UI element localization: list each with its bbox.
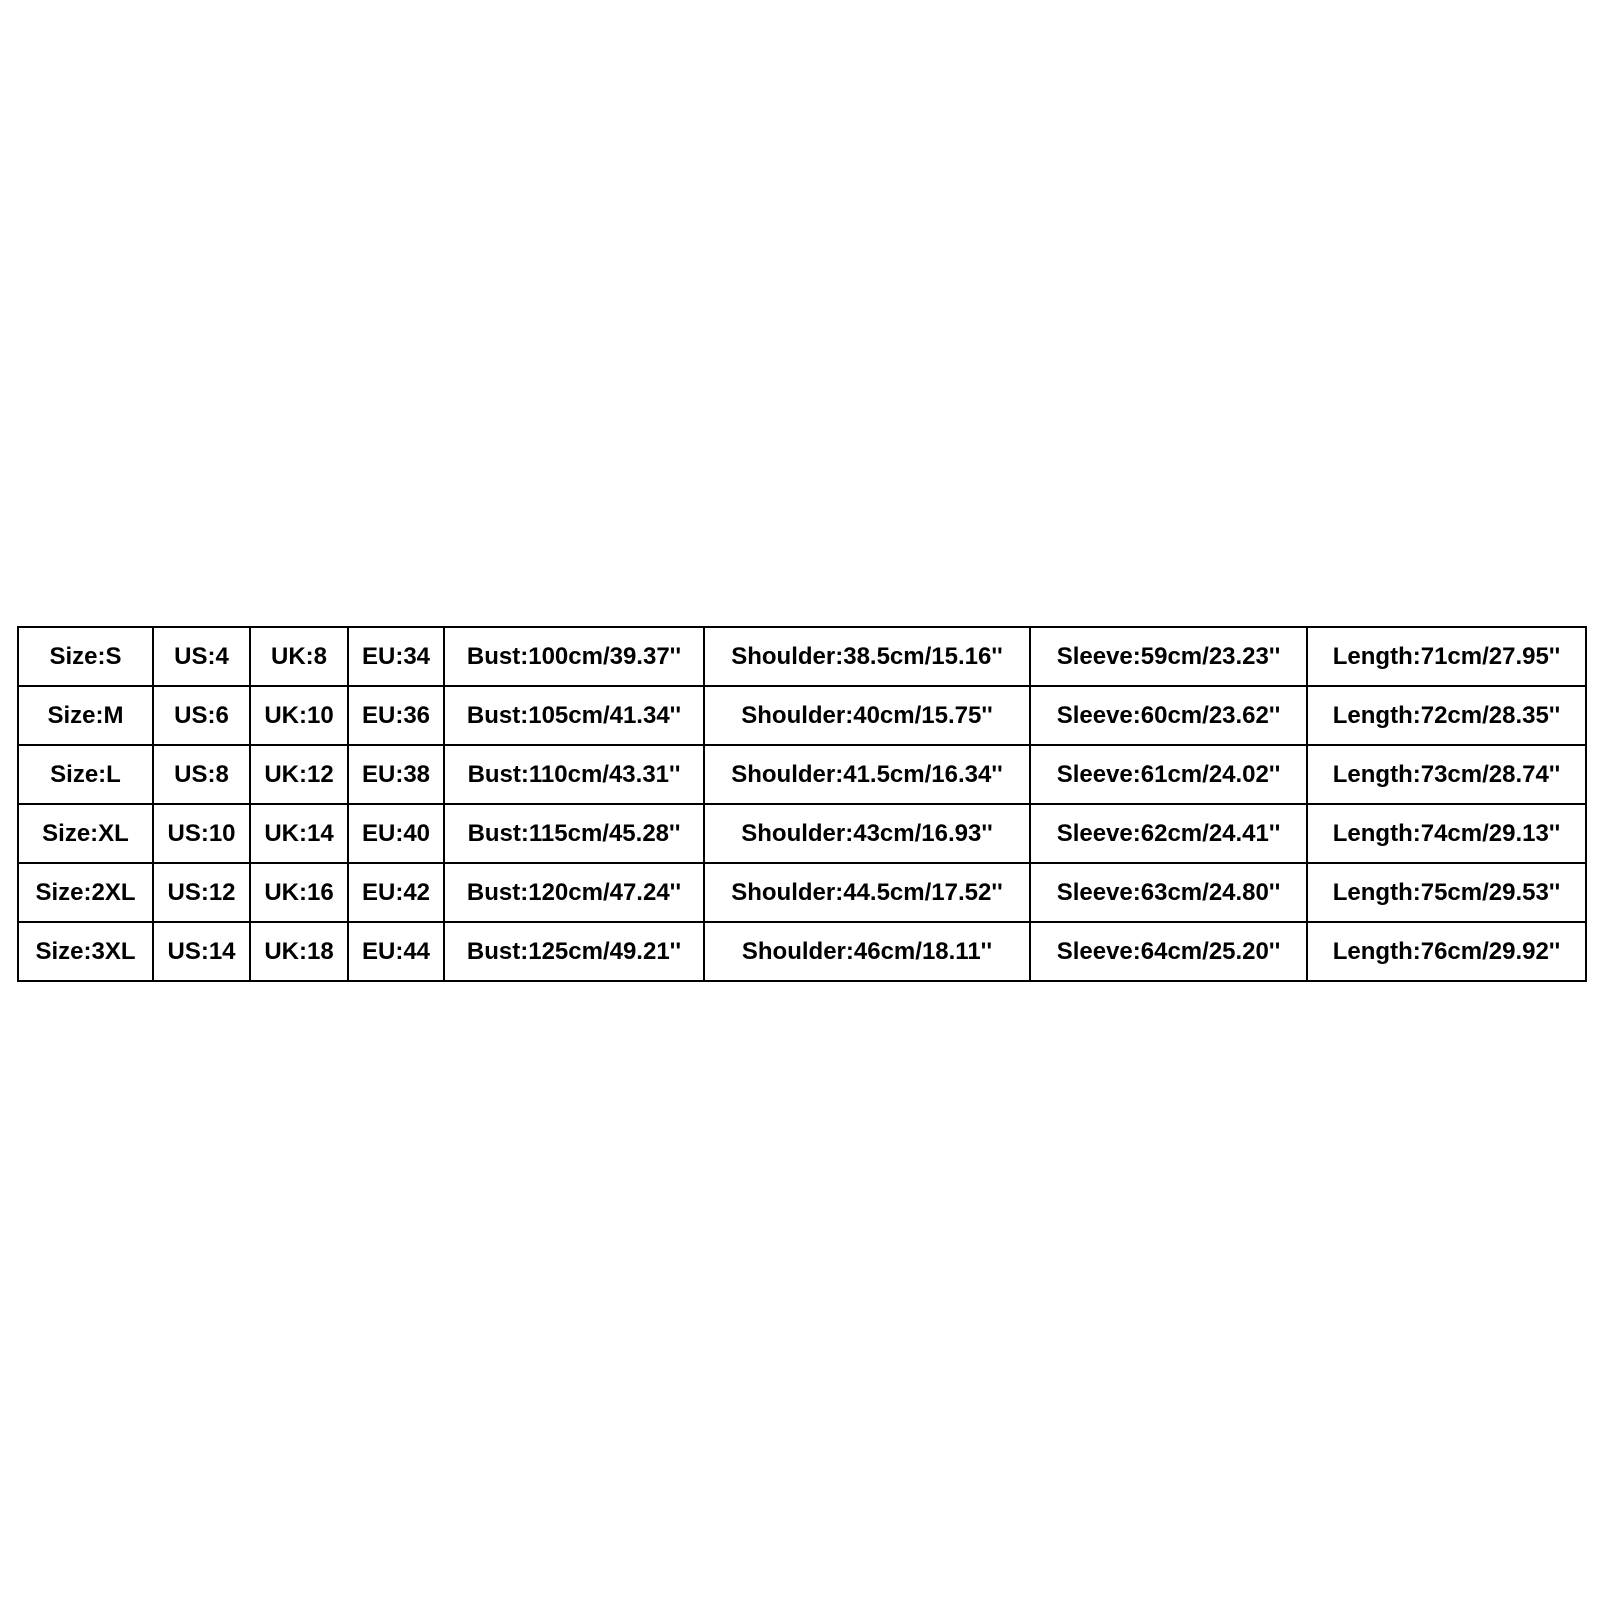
uk-size-cell: UK:16 — [250, 863, 348, 922]
length-cell: Length:74cm/29.13'' — [1307, 804, 1586, 863]
bust-cell: Bust:110cm/43.31'' — [444, 745, 704, 804]
eu-size-cell: EU:38 — [348, 745, 444, 804]
us-size-cell: US:14 — [153, 922, 250, 981]
table-row — [18, 686, 1586, 745]
eu-size-cell: EU:44 — [348, 922, 444, 981]
sleeve-cell: Sleeve:63cm/24.80'' — [1030, 863, 1307, 922]
bust-cell: Bust:120cm/47.24'' — [444, 863, 704, 922]
table-row — [18, 804, 1586, 863]
shoulder-cell: Shoulder:44.5cm/17.52'' — [704, 863, 1030, 922]
length-cell: Length:71cm/27.95'' — [1307, 627, 1586, 686]
size-cell: Size:S — [18, 627, 153, 686]
eu-size-cell: EU:40 — [348, 804, 444, 863]
shoulder-cell: Shoulder:38.5cm/15.16'' — [704, 627, 1030, 686]
size-chart-table — [17, 626, 1587, 982]
sleeve-cell: Sleeve:62cm/24.41'' — [1030, 804, 1307, 863]
sleeve-cell: Sleeve:61cm/24.02'' — [1030, 745, 1307, 804]
size-cell: Size:M — [18, 686, 153, 745]
eu-size-cell: EU:42 — [348, 863, 444, 922]
eu-size-cell: EU:36 — [348, 686, 444, 745]
table-row — [18, 863, 1586, 922]
sleeve-cell: Sleeve:59cm/23.23'' — [1030, 627, 1307, 686]
bust-cell: Bust:115cm/45.28'' — [444, 804, 704, 863]
length-cell: Length:73cm/28.74'' — [1307, 745, 1586, 804]
shoulder-cell: Shoulder:46cm/18.11'' — [704, 922, 1030, 981]
uk-size-cell: UK:18 — [250, 922, 348, 981]
sleeve-cell: Sleeve:60cm/23.62'' — [1030, 686, 1307, 745]
table-row — [18, 745, 1586, 804]
shoulder-cell: Shoulder:41.5cm/16.34'' — [704, 745, 1030, 804]
length-cell: Length:75cm/29.53'' — [1307, 863, 1586, 922]
bust-cell: Bust:100cm/39.37'' — [444, 627, 704, 686]
size-cell: Size:3XL — [18, 922, 153, 981]
uk-size-cell: UK:10 — [250, 686, 348, 745]
us-size-cell: US:12 — [153, 863, 250, 922]
uk-size-cell: UK:14 — [250, 804, 348, 863]
shoulder-cell: Shoulder:40cm/15.75'' — [704, 686, 1030, 745]
length-cell: Length:72cm/28.35'' — [1307, 686, 1586, 745]
eu-size-cell: EU:34 — [348, 627, 444, 686]
bust-cell: Bust:105cm/41.34'' — [444, 686, 704, 745]
us-size-cell: US:4 — [153, 627, 250, 686]
uk-size-cell: UK:12 — [250, 745, 348, 804]
table-row — [18, 922, 1586, 981]
size-cell: Size:2XL — [18, 863, 153, 922]
table-row — [18, 627, 1586, 686]
us-size-cell: US:6 — [153, 686, 250, 745]
sleeve-cell: Sleeve:64cm/25.20'' — [1030, 922, 1307, 981]
us-size-cell: US:10 — [153, 804, 250, 863]
shoulder-cell: Shoulder:43cm/16.93'' — [704, 804, 1030, 863]
size-cell: Size:L — [18, 745, 153, 804]
size-cell: Size:XL — [18, 804, 153, 863]
us-size-cell: US:8 — [153, 745, 250, 804]
length-cell: Length:76cm/29.92'' — [1307, 922, 1586, 981]
uk-size-cell: UK:8 — [250, 627, 348, 686]
bust-cell: Bust:125cm/49.21'' — [444, 922, 704, 981]
